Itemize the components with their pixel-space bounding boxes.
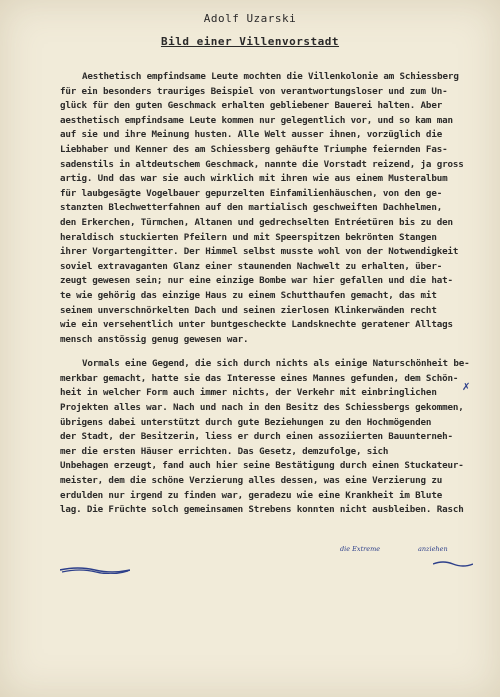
text-line: für ein besonders trauriges Beispiel von verantwortungsloser und zum Un- [60, 85, 448, 97]
text-line: glück für den guten Geschmack erhalten gebliebener Bauerei halten. Aber [60, 100, 443, 112]
text-line: heit in welcher Form auch immer nichts, der Verkehr mit einbringlichen [60, 387, 437, 399]
handwritten-annotation: die Extreme [340, 545, 381, 553]
text-line: übrigens dabei unterstützt durch gute Beziehungen zu den Hochmögenden [60, 416, 432, 428]
handwritten-correction-mark: ✗ [462, 382, 471, 393]
text-line: meister, dem die schöne Verzierung alles dessen, was eine Verzierung zu [60, 475, 443, 487]
document-body [60, 70, 486, 518]
text-line: Projekten alles war. Nach und nach in den Besitz des Schiessbergs gekommen, [60, 402, 464, 414]
text-line: der Stadt, der Besitzerin, liess er durch einen assoziierten Bauunterneh- [60, 431, 453, 443]
text-line: aesthetisch empfindsame Leute kommen nur gelegentlich vor, und so kam man [60, 114, 453, 126]
text-line: wie ein versehentlich unter buntgescheckte Landsknechte geratener Alltags [60, 319, 453, 331]
text-line: soviel extravaganten Glanz einer staunenden Nachwelt zu erhalten, über- [60, 260, 443, 272]
text-line: erdulden nur irgend zu finden war, geradezu wie eine Krankheit im Blute [60, 489, 443, 501]
text-line: Unbehagen erzeugt, fand auch hier seine Bestätigung durch einen Stuckateur- [60, 460, 464, 472]
text-line: für laubgesägte Vogelbauer gepurzelten Einfamilienhäuschen, von den ge- [60, 187, 443, 199]
text-line: sadenstils in altdeutschem Geschmack, nannte die Vorstadt reizend, ja gross [60, 158, 464, 170]
text-line: zeugt gewesen sein; nur eine einzige Bombe war hier gefallen und die hat- [60, 275, 453, 287]
text-line: den Erkerchen, Türmchen, Altanen und gedrechselten Entréetüren bis zu den [60, 216, 453, 228]
text-line: te wie gehörig das einzige Haus zu einem Schutthaufen gemacht, das mit [60, 289, 437, 301]
text-line: artig. Und das war sie auch wirklich mit ihren wie aus einem Musteralbum [60, 173, 448, 185]
text-line: mer die ersten Häuser errichten. Das Gesetz, demzufolge, sich [60, 445, 389, 457]
text-line: lag. Die Früchte solch gemeinsamen Strebens konnten nicht ausbleiben. Rasch [60, 504, 464, 516]
document-title: Bild einer Villenvorstadt [160, 35, 340, 48]
text-line: Vormals eine Gegend, die sich durch nichts als einige Naturschönheit be- [82, 358, 470, 370]
text-line: heraldisch stuckierten Pfeilern und mit Speerspitzen bekrönten Stangen [60, 231, 437, 243]
text-line: stanzten Blechwetterfahnen auf den martialisch geschweiften Dachhelmen, [60, 202, 443, 214]
strike-through-mark [60, 566, 130, 574]
handwritten-annotation: anziehen [418, 545, 448, 553]
text-line: merkbar gemacht, hatte sie das Interesse eines Mannes gefunden, dem Schön- [60, 372, 459, 384]
text-line: Liebhaber und Kenner des am Schiessberg gehäufte Triumphe feiernden Fas- [60, 143, 448, 155]
text-line: Aesthetisch empfindsame Leute mochten die Villenkolonie am Schiessberg [82, 71, 459, 82]
strike-through-mark [433, 560, 473, 568]
text-line: auf sie und ihre Meinung husten. Alle Welt ausser ihnen, vorzüglich die [60, 129, 443, 141]
paragraph-gap [60, 347, 486, 357]
text-line: ihrer Vorgartengitter. Der Himmel selbst musste wohl von der Notwendigkeit [60, 246, 459, 258]
text-line: seinem unverschnörkelten Dach und seinen zierlosen Klinkerwänden recht [60, 304, 437, 316]
text-line: mensch anstössig genug gewesen war. [60, 333, 249, 345]
author-name: Adolf Uzarski [203, 12, 297, 25]
